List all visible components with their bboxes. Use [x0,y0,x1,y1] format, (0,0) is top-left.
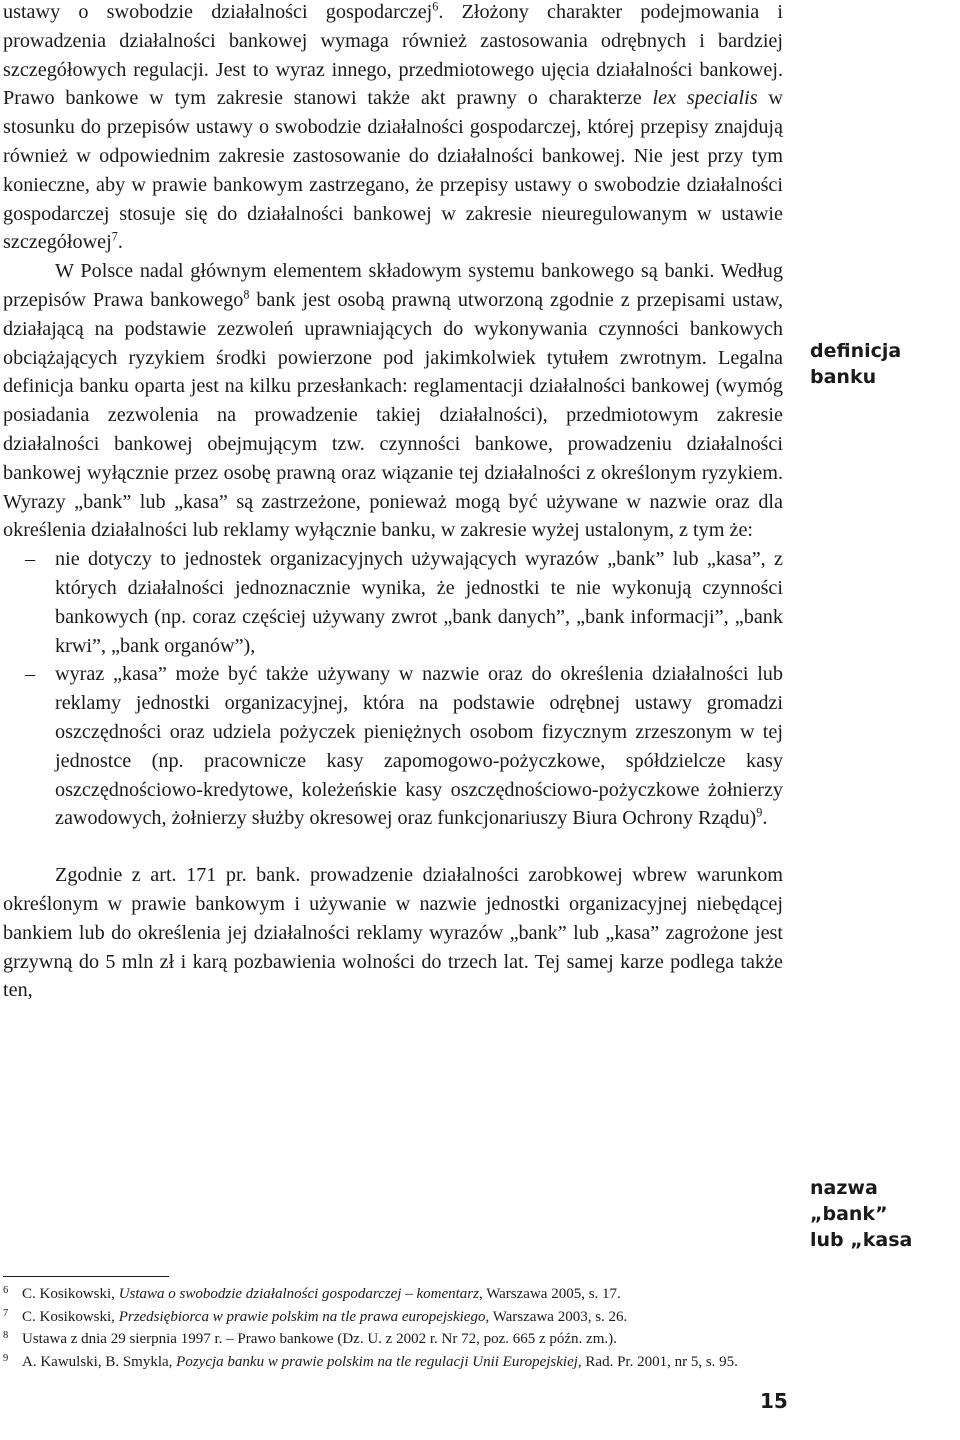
margin-note-definition: definicja banku [810,340,902,388]
list-item-text: wyraz „kasa” może być także używany w nazwie oraz do określenia działalności lub reklamy jednostki organizacyjnej, która na podstawie odrębnej ustawy gromadzi oszczędności oraz udziela pożyczek pieniężnych osobom fizycznym zrzeszonym w tej jednostce (np. pracownicze kasy zapomogowo-pożyczkowe, spółdzielcze kasy oszczędnościowo-kredytowe, koleżeńskie kasy oszczędnościowo-pożyczkowe żołnierzy zawodowych, żołnierzy służby okresowej oraz funkcjonariuszy Biura Ochrony Rządu) [55,663,783,830]
paragraph-1 [3,0,783,257]
paragraph-2 [3,257,783,545]
footnote-number: 7 [3,1307,9,1319]
dash-bullet: – [25,548,36,571]
footnote-text: A. Kawulski, B. Smykla, [22,1353,177,1370]
margin-note-name [810,1175,960,1253]
text-run: . [762,807,768,830]
footnote-number: 9 [3,1352,9,1364]
footnote-text: Ustawa z dnia 29 sierpnia 1997 r. – Prawo bankowe (Dz. U. z 2002 r. Nr 72, poz. 665 z późn. zm.). [22,1331,617,1347]
paragraph-3: Zgodnie z art. 171 pr. bank. prowadzenie działalności zarobkowej wbrew warunkom określonym w prawie bankowym i używanie w nazwie jednostki organizacyjnej niebędącej bankiem lub do określenia jej działalności reklamy wyrazów „bank” lub „kasa” zagrożone jest grzywną do 5 mln zł i karą pozbawienia wolności do trzech lat. Tej samej karze podlega także ten, [3,864,783,1002]
footnote-text: , Warszawa 2005, s. 17. [478,1286,621,1302]
footnote-number: 6 [3,1285,9,1296]
footnote-ref-9[interactable]: 9 [756,805,763,820]
margin-note-line: lub „kasa [810,1229,913,1251]
footnote-text: , Warszawa 2003, s. 26. [485,1308,628,1325]
footnote-9 [3,1352,783,1374]
footnote-ref-6[interactable]: 6 [432,0,439,14]
text-run: w stosunku do przepisów ustawy o swobodzie działalności gospodarczej, której przepisy znajdują również w odpowiednim zakresie zastosowanie do działalności bankowej. Nie jest przy tym konieczne, aby w prawie bankowym zastrzegano, że przepisy ustawy o swobodzie działalności gospodarczej stosuje się do działalności bankowej w zakresie nieuregulowanym w ustawie szczegółowej [3,87,783,254]
main-text-column [3,0,783,1005]
text-run: ustawy o swobodzie działalności gospodarczej [3,1,433,23]
text-run: W Polsce nadal głównym elementem składowym systemu bankowego są banki. Według przepisów Prawa bankowego [3,260,783,311]
footnote-separator [3,1276,169,1277]
footnote-number: 8 [3,1330,9,1341]
italic-term: lex specialis [652,87,758,110]
margin-note-line: nazwa „bank” [810,1177,888,1225]
footnotes [3,1284,783,1374]
footnote-title: Przedsiębiorca w prawie polskim na tle prawa europejskiego [118,1308,486,1325]
text-run: bank jest osobą prawną utworzoną zgodnie z przepisami ustaw, działającą na podstawie zezwoleń uprawniających do wykonywania czynności bankowych obciążających ryzykiem środki powierzone pod jakimkolwiek tytułem zwrotnym. Legalna definicja banku oparta jest na kilku przesłankach: reglamentacji działalności bankowej (wymóg posiadania zezwolenia na prowadzenie takiej działalności), przedmiotowym zakresie działalności bankowej obejmującym tzw. czynności bankowe, prowadzeniu działalności bankowej wyłącznie przez osobę prawną oraz wiązanie tej działalności z określonym ryzykiem. Wyrazy „bank” lub „kasa” są zastrzeżone, ponieważ mogą być używane w nazwie oraz dla określenia działalności lub reklamy wyłącznie banku, w zakresie wyżej ustalonym, z tym że: [3,288,783,542]
footnote-text: C. Kosikowski, [22,1308,119,1325]
page-number: 15 [760,1389,788,1413]
footnote-ref-7[interactable]: 7 [111,229,118,244]
text-run: . [117,231,123,254]
list-item [3,545,783,660]
dash-bullet: – [25,663,36,686]
footnote-8 [3,1329,783,1351]
footnote-text: , Rad. Pr. 2001, nr 5, s. 95. [577,1353,738,1370]
list-item-text: nie dotyczy to jednostek organizacyjnych używających wyrazów „bank” lub „kasa”, z których działalności jednoznacznie wynika, że jednostki te nie wykonują czynności bankowych (np. coraz częściej używany zwrot „bank danych”, „bank informacji”, „bank krwi”, „bank organów”), [55,548,783,657]
footnote-6 [3,1284,783,1306]
footnote-title: Pozycja banku w prawie polskim na tle regulacji Unii Europejskiej [176,1353,578,1370]
footnote-text: C. Kosikowski, [22,1286,119,1302]
footnote-7 [3,1307,783,1329]
dash-list [3,545,783,833]
list-item [3,660,783,833]
footnote-ref-8[interactable]: 8 [243,287,250,302]
footnote-title: Ustawa o swobodzie działalności gospodarczej – komentarz [118,1286,479,1302]
text-run: . Złożony charakter podejmowania i prowadzenia działalności bankowej wymaga również zastosowania odrębnych i bardziej szczegółowych regulacji. Jest to wyraz innego, przedmiotowego ujęcia działalności bankowej. Prawo bankowe w tym zakresie stanowi także akt prawny o charakterze [3,1,783,110]
